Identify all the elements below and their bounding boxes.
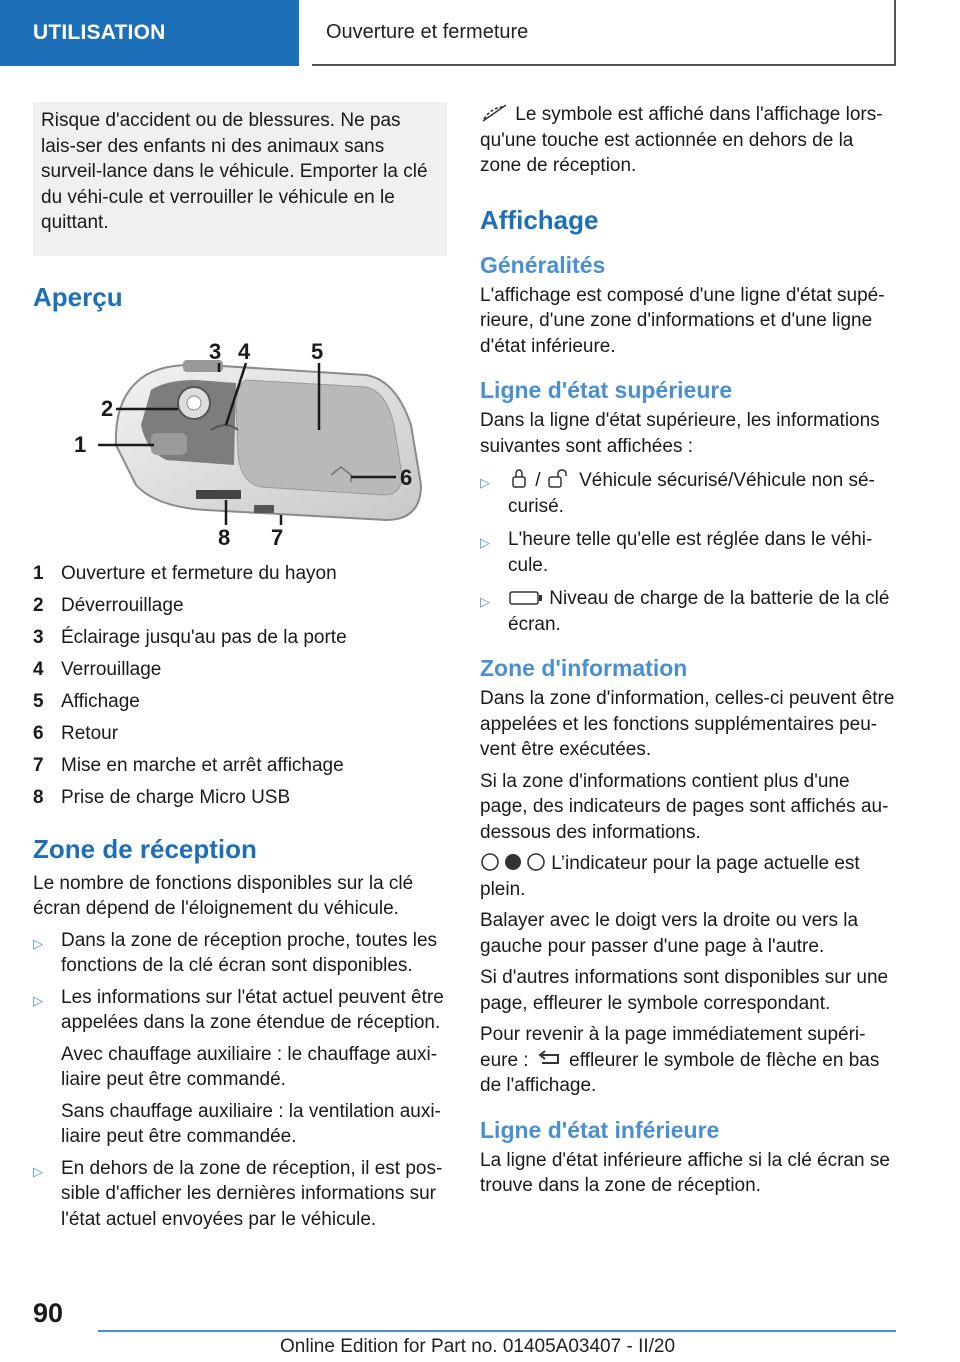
info-p2: Si la zone d'informations contient plus d'une page, des indicateurs de pages sont affichés au-dessous des informations. [480, 770, 889, 843]
reception-heading: Zone de réception [33, 833, 257, 864]
info-p6: Pour revenir à la page immédiatement supéri-eure : effleurer le symbole de flèche en bas de l'affichage. [480, 1024, 880, 1096]
callout-1: 1 [74, 431, 87, 457]
triangle-bullet-icon: ▷ [33, 935, 43, 951]
left-column [33, 102, 447, 1232]
legend-item: 1 Ouverture et fermeture du hayon [33, 562, 337, 584]
list-item: ▷ L'heure telle qu'elle est réglée dans le véhi-cule. [480, 529, 873, 576]
legend-item: 6 Retour [33, 722, 119, 744]
callout-7: 7 [271, 524, 284, 547]
tailgate-button-icon [151, 433, 187, 455]
inf-status-text: La ligne d'état inférieure affiche si la clé écran se trouve dans la zone de réception. [480, 1149, 890, 1196]
out-of-range-icon [480, 103, 510, 123]
page-header [0, 0, 960, 66]
legend-item: 3 Éclairage jusqu'au pas de la porte [33, 626, 347, 648]
callout-2: 2 [101, 395, 114, 421]
info-zone-heading: Zone d'information [480, 655, 688, 681]
triangle-bullet-icon: ▷ [33, 992, 43, 1008]
usb-port-icon [196, 490, 241, 499]
reception-list [33, 928, 447, 1233]
chapter-title: Ouverture et fermeture [312, 0, 896, 66]
sup-status-heading: Ligne d'état supérieure [480, 377, 733, 403]
triangle-bullet-icon: ▷ [480, 475, 490, 490]
lock-open-icon [546, 467, 574, 489]
list-item: ▷ / Véhicule sécurisé/Véhicule non sé-curisé. [480, 467, 898, 519]
generalites-heading: Généralités [480, 251, 606, 278]
generalites-text: L'affichage est composé d'une ligne d'état supé-rieure, d'une zone d'informations et d'une ligne d'état inférieure. [480, 284, 885, 357]
legend-list [33, 558, 447, 814]
footer-edition: Online Edition for Part no. 01405A03407 - II/20 [280, 1336, 676, 1357]
section-tab: UTILISATION [0, 0, 299, 66]
affichage-heading: Affichage [480, 204, 599, 235]
footer-divider [98, 1330, 896, 1332]
callout-6: 6 [400, 464, 413, 490]
legend-item: 5 Affichage [33, 690, 140, 712]
info-p3: L’indicateur pour la page actuelle est plein. [480, 853, 860, 900]
reception-intro: Le nombre de fonctions disponibles sur la clé écran dépend de l'éloignement du véhicule. [33, 872, 414, 919]
callout-4: 4 [238, 338, 251, 364]
callout-5: 5 [311, 338, 324, 364]
sup-status-list [480, 467, 898, 637]
display-key-illustration [66, 335, 436, 547]
triangle-bullet-icon: ▷ [33, 1163, 43, 1179]
list-item: ▷ Les informations sur l'état actuel peuvent être appelées dans la zone étendue de réception. Avec chauffage auxiliaire : le chauffage auxi-liaire peut être commandé. Sans chauffage auxiliaire : la ventilation auxi-liaire peut être commandée. [33, 986, 444, 1147]
callout-8: 8 [218, 524, 231, 547]
inf-status-heading: Ligne d'état inférieure [480, 1116, 720, 1143]
back-arrow-icon [534, 1049, 564, 1069]
apercu-heading: Aperçu [33, 281, 123, 312]
callout-3: 3 [209, 338, 222, 364]
info-p1: Dans la zone d'information, celles-ci peuvent être appelées et les fonctions supplémentaires peu-vent être exécutées. [480, 688, 895, 760]
legend-item: 8 Prise de charge Micro USB [33, 786, 291, 808]
lock-closed-icon [508, 467, 530, 489]
right-column [480, 102, 898, 1199]
warning-box [33, 102, 447, 256]
legend-item: 2 Déverrouillage [33, 594, 184, 616]
warning-text: Risque d'accident ou de blessures. Ne pas lais-ser des enfants ni des animaux sans surveil-lance dans le véhicule. Emporter la clé du véhi-cule et verrouiller le véhicule en le quittant. [41, 110, 428, 233]
triangle-bullet-icon: ▷ [480, 535, 490, 550]
list-item: ▷ Dans la zone de réception proche, toutes les fonctions de la clé écran sont disponibles. [33, 929, 438, 976]
page-number: 90 [33, 1298, 64, 1328]
battery-icon [508, 589, 544, 607]
triangle-bullet-icon: ▷ [480, 594, 490, 609]
info-p5: Si d'autres informations sont disponibles sur une page, effleurer le symbole correspondant. [480, 967, 889, 1014]
info-p4: Balayer avec le doigt vers la droite ou vers la gauche pour passer d'une page à l'autre. [480, 910, 859, 957]
sup-status-intro: Dans la ligne d'état supérieure, les informations suivantes sont affichées : [480, 410, 880, 457]
page-indicator-icon [480, 852, 546, 872]
list-item: ▷ Niveau de charge de la batterie de la clé écran. [480, 588, 890, 635]
power-button-icon [254, 505, 274, 513]
legend-item: 7 Mise en marche et arrêt affichage [33, 754, 344, 776]
legend-item: 4 Verrouillage [33, 658, 162, 680]
list-item: ▷ En dehors de la zone de réception, il est pos-sible d'afficher les dernières informations sur l'état actuel envoyées par le véhicule. [33, 1157, 443, 1230]
outside-symbol-text: Le symbole est affiché dans l'affichage lors-qu'une touche est actionnée en dehors de la zone de réception. [480, 104, 883, 176]
